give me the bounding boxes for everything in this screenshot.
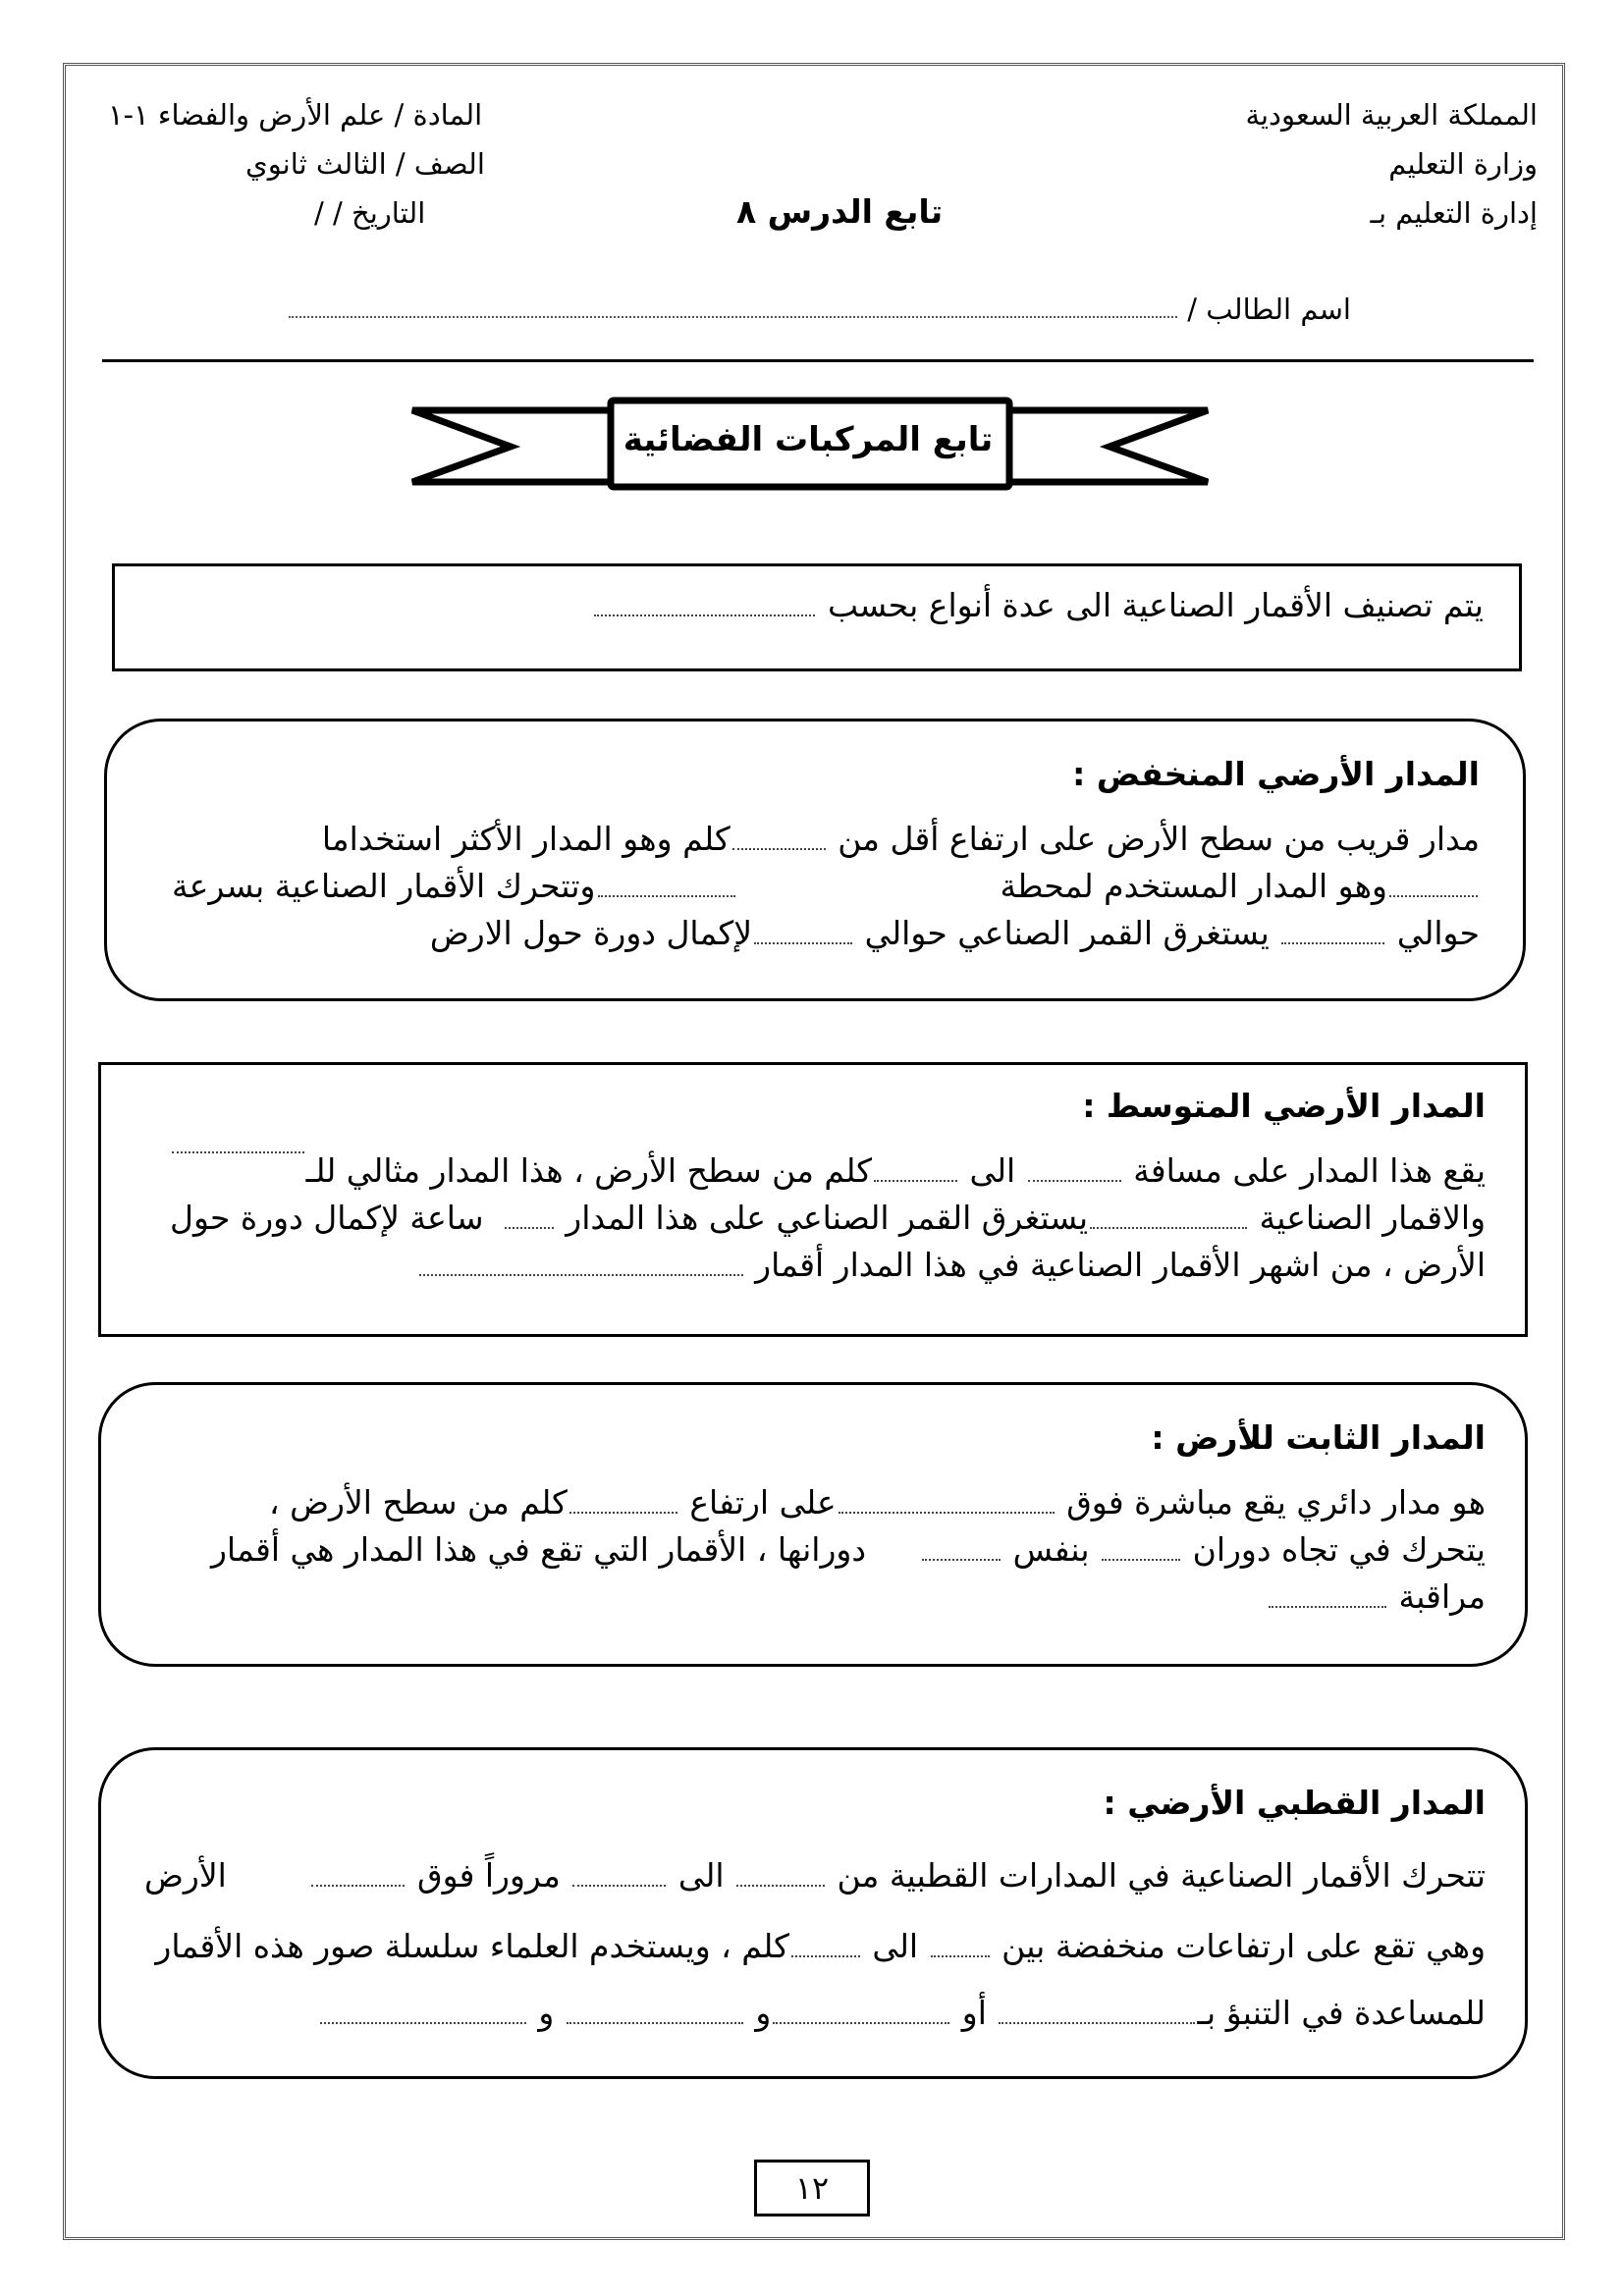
polar-line-2	[144, 1927, 1486, 1965]
text: على ارتفاع	[689, 1483, 837, 1522]
text: لإكمال دورة حول الارض	[429, 914, 753, 952]
blank[interactable]	[594, 614, 815, 616]
blank[interactable]	[505, 1227, 554, 1229]
blank[interactable]	[931, 1955, 990, 1957]
text: مراقبة	[1398, 1577, 1486, 1616]
text: دورانها ، الأقمار التي تقع في هذا المدار هي أقمار	[211, 1530, 867, 1569]
text: وهو المدار المستخدم لمحطة	[1000, 867, 1387, 905]
meo-line-1	[170, 1151, 1486, 1190]
blank[interactable]	[311, 1885, 405, 1887]
text: والاقمار الصناعية	[1259, 1199, 1486, 1237]
subject-label: المادة / علم الأرض والفضاء ١-١	[108, 98, 483, 132]
text: يقع هذا المدار على مسافة	[1133, 1151, 1486, 1190]
blank[interactable]	[419, 1274, 743, 1276]
blank[interactable]	[320, 2022, 526, 2024]
blank[interactable]	[922, 1559, 1001, 1561]
text: كلم من سطح الأرض ، هذا المدار مثالي للـ	[305, 1151, 872, 1190]
leo-line-2	[172, 867, 1480, 905]
page-number: ١٢	[754, 2160, 870, 2216]
text: أو	[961, 1994, 987, 2032]
text: يتحرك في تجاه دوران	[1192, 1530, 1486, 1569]
blank[interactable]	[999, 2022, 1195, 2024]
polar-line-1	[144, 1856, 1486, 1895]
polar-line-3	[318, 1994, 1486, 2032]
text: كلم ، ويستخدم العلماء سلسلة صور هذه الأقمار	[155, 1927, 789, 1965]
blank[interactable]	[567, 2022, 743, 2024]
text: للمساعدة في التنبؤ بـ	[1197, 1994, 1486, 2032]
blank[interactable]	[1269, 1606, 1386, 1608]
text: بنفس	[1012, 1530, 1090, 1569]
blank[interactable]	[1028, 1180, 1121, 1182]
header-divider	[102, 359, 1534, 362]
text: مدار قريب من سطح الأرض على ارتفاع أقل من	[838, 820, 1480, 858]
banner-title: تابع المركبات الفضائية	[623, 420, 994, 459]
intro-box	[112, 563, 1522, 671]
meo-line-2	[170, 1199, 1486, 1237]
text: الأرض	[144, 1856, 227, 1895]
polar-heading: المدار القطبي الأرضي :	[1103, 1784, 1486, 1822]
text: وتتحرك الأقمار الصناعية بسرعة	[172, 867, 596, 905]
text: هو مدار دائري يقع مباشرة فوق	[1066, 1483, 1486, 1522]
blank[interactable]	[1102, 1559, 1180, 1561]
geo-line-1	[269, 1483, 1486, 1522]
blank[interactable]	[874, 1180, 957, 1182]
text: و	[538, 1994, 555, 2032]
blank[interactable]	[569, 1512, 677, 1514]
directorate-label: إدارة التعليم بـ	[1370, 196, 1538, 230]
blank[interactable]	[754, 942, 852, 944]
text: الى	[677, 1856, 725, 1895]
lesson-title: تابع الدرس ٨	[736, 192, 944, 231]
text: تتحرك الأقمار الصناعية في المدارات القطبية من	[837, 1856, 1486, 1895]
text: الأرض ، من اشهر الأقمار الصناعية في هذا المدار أقمار	[755, 1246, 1486, 1284]
leo-heading: المدار الأرضي المنخفض :	[1072, 755, 1480, 793]
intro-text	[592, 586, 1484, 624]
blank[interactable]	[732, 848, 826, 850]
blank[interactable]	[791, 1955, 860, 1957]
blank[interactable]	[1281, 942, 1384, 944]
kingdom-label: المملكة العربية السعودية	[1245, 98, 1538, 132]
leo-line-1	[322, 820, 1480, 858]
text: حوالي	[1396, 914, 1480, 952]
geo-line-3	[1267, 1577, 1486, 1616]
blank[interactable]	[736, 1885, 825, 1887]
text: مروراً فوق	[416, 1856, 561, 1895]
text: يستغرق القمر الصناعي على هذا المدار	[566, 1199, 1089, 1237]
text: كلم وهو المدار الأكثر استخداما	[321, 820, 731, 858]
blank[interactable]	[598, 895, 735, 897]
student-name-label: اسم الطالب /	[1187, 293, 1351, 326]
ministry-label: وزارة التعليم	[1388, 147, 1538, 181]
blank[interactable]	[1090, 1227, 1247, 1229]
leo-section	[104, 719, 1526, 1001]
student-name-line[interactable]	[289, 316, 1177, 318]
text: كلم من سطح الأرض ،	[269, 1483, 568, 1522]
geo-line-2	[211, 1530, 1486, 1569]
text: ساعة لإكمال دورة حول	[170, 1199, 484, 1237]
text: يستغرق القمر الصناعي حوالي	[864, 914, 1270, 952]
polar-section	[98, 1747, 1528, 2079]
text: وهي تقع على ارتفاعات منخفضة بين	[1001, 1927, 1486, 1965]
grade-label: الصف / الثالث ثانوي	[245, 147, 485, 181]
meo-heading: المدار الأرضي المتوسط :	[1082, 1087, 1486, 1125]
date-label: التاريخ / /	[314, 196, 426, 230]
meo-section	[98, 1062, 1528, 1337]
blank[interactable]	[839, 1512, 1055, 1514]
text: الى	[969, 1151, 1016, 1190]
blank[interactable]	[172, 1151, 304, 1153]
leo-line-3	[430, 914, 1480, 952]
blank[interactable]	[572, 1885, 666, 1887]
text: و	[755, 1994, 772, 2032]
blank[interactable]	[773, 2022, 949, 2024]
blank[interactable]	[1389, 895, 1478, 897]
text: الى	[872, 1927, 919, 1965]
intro-sentence: يتم تصنيف الأقمار الصناعية الى عدة أنواع بحسب	[827, 586, 1484, 624]
geo-section	[98, 1382, 1528, 1667]
meo-line-3	[417, 1246, 1486, 1284]
geo-heading: المدار الثابت للأرض :	[1151, 1418, 1486, 1457]
